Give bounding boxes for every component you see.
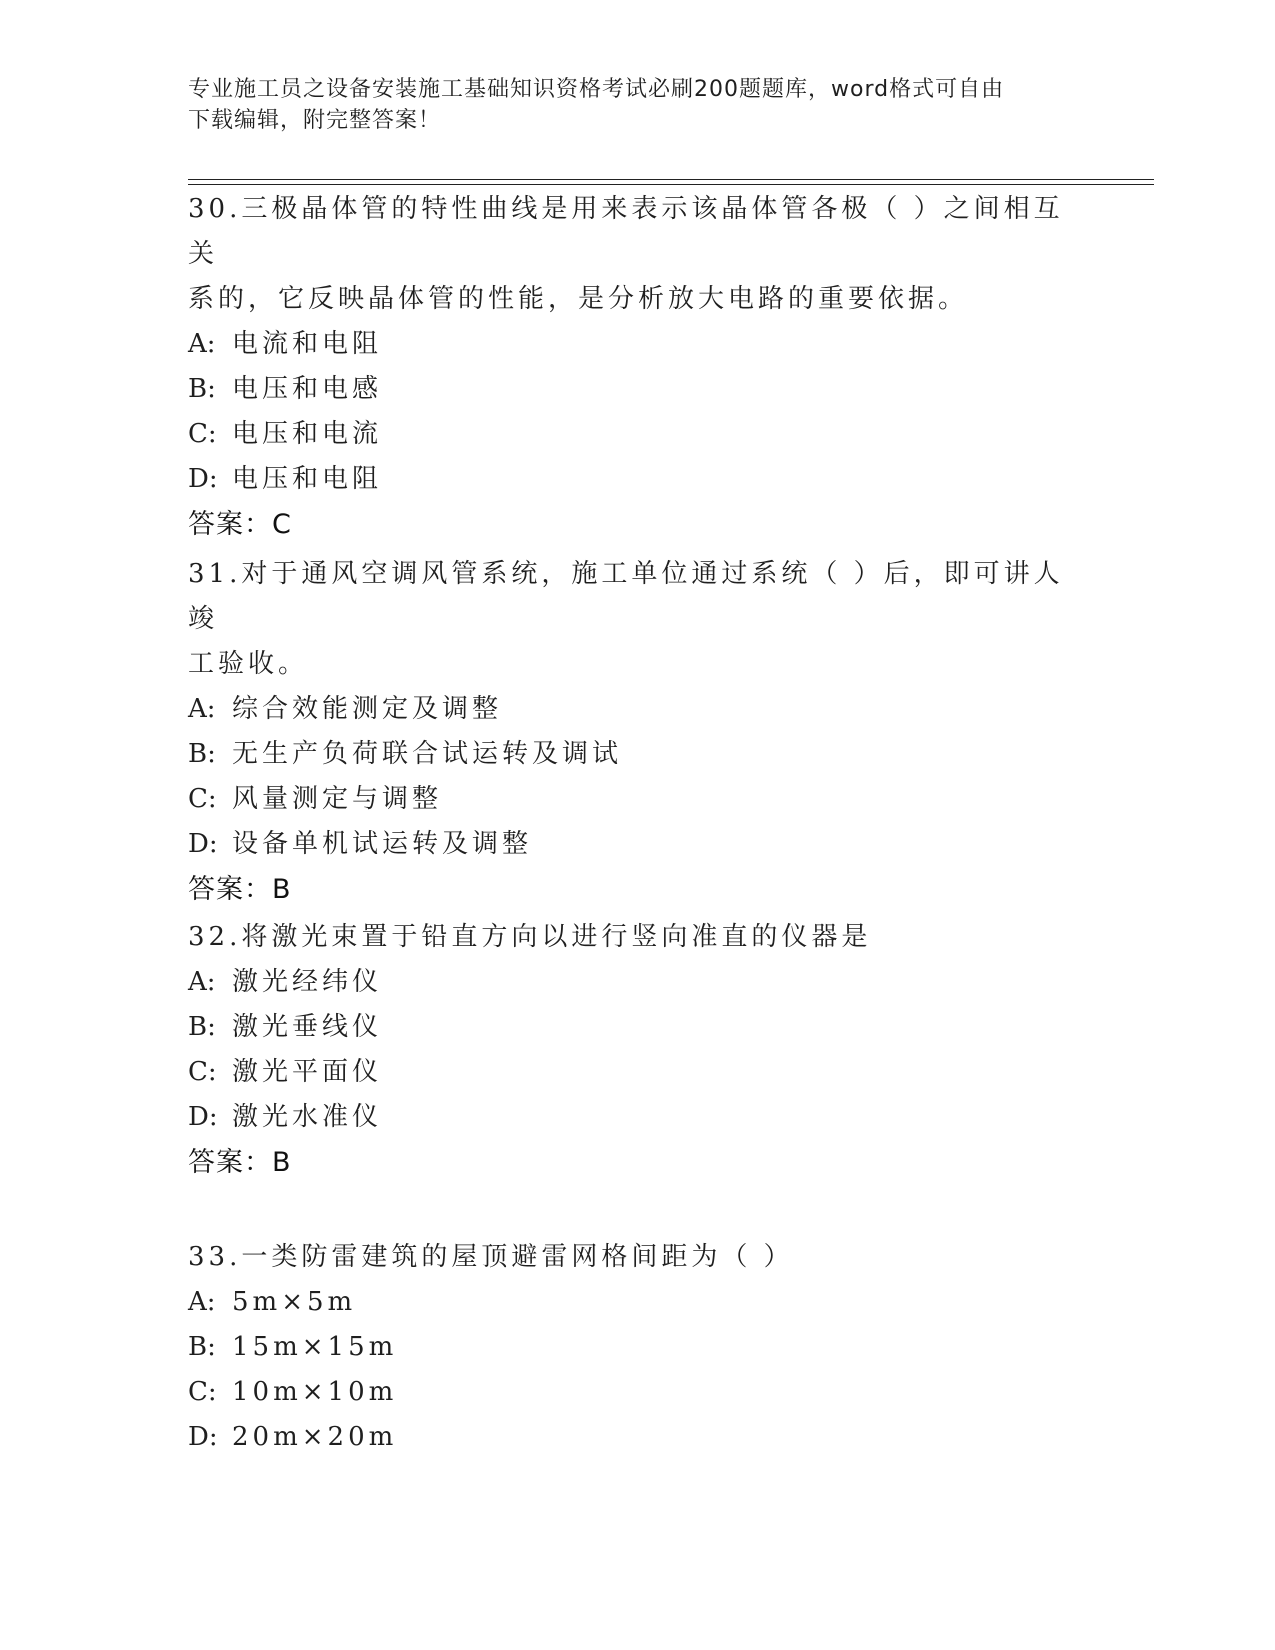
option-b [188, 367, 1088, 412]
option-a [188, 1280, 1088, 1325]
option-b [188, 732, 1088, 777]
option-text: 20m×20m [232, 1422, 398, 1452]
option-d [188, 1095, 1088, 1140]
option-text: 设备单机试运转及调整 [232, 829, 533, 859]
header-divider-top [188, 179, 1154, 180]
option-d [188, 1415, 1088, 1460]
question-stem-line: 33.一类防雷建筑的屋顶避雷网格间距为（ ） [188, 1242, 794, 1272]
option-letter: D: [188, 464, 218, 494]
option-text: 电压和电感 [232, 374, 383, 404]
option-letter: A: [188, 967, 216, 997]
question-32 [188, 915, 1088, 1185]
option-letter: B: [188, 739, 216, 769]
option-letter: B: [188, 374, 216, 404]
option-letter: C: [188, 1377, 217, 1407]
question-stem-line: 工验收。 [188, 649, 309, 679]
option-text: 激光平面仪 [232, 1057, 383, 1087]
option-letter: A: [188, 694, 216, 724]
option-letter: D: [188, 1422, 218, 1452]
option-d [188, 457, 1088, 502]
option-letter: C: [188, 1057, 217, 1087]
option-a [188, 960, 1088, 1005]
option-b [188, 1325, 1088, 1370]
option-text: 10m×10m [232, 1377, 398, 1407]
option-text: 5m×5m [232, 1287, 357, 1317]
option-c [188, 412, 1088, 457]
option-c [188, 1370, 1088, 1415]
option-letter: D: [188, 1102, 218, 1132]
option-letter: C: [188, 419, 217, 449]
option-text: 电流和电阻 [232, 329, 383, 359]
option-text: 风量测定与调整 [232, 784, 443, 814]
header-divider-bottom [188, 184, 1154, 185]
option-letter: B: [188, 1012, 216, 1042]
answer-label: 答案：C [188, 509, 292, 540]
question-stem-line: 32.将激光束置于铅直方向以进行竖向准直的仪器是 [188, 922, 872, 952]
answer-label: 答案：B [188, 874, 292, 905]
question-30 [188, 187, 1088, 547]
option-text: 15m×15m [232, 1332, 398, 1362]
option-letter: B: [188, 1332, 216, 1362]
option-text: 电压和电流 [232, 419, 383, 449]
option-text: 电压和电阻 [232, 464, 383, 494]
option-b [188, 1005, 1088, 1050]
option-text: 综合效能测定及调整 [232, 694, 503, 724]
question-33 [188, 1235, 1088, 1460]
option-text: 激光经纬仪 [232, 967, 383, 997]
question-31 [188, 552, 1088, 912]
option-letter: A: [188, 1287, 216, 1317]
option-text: 激光水准仪 [232, 1102, 383, 1132]
question-stem-line: 30.三极晶体管的特性曲线是用来表示该晶体管各极（ ）之间相互关 [188, 194, 1064, 269]
option-d [188, 822, 1088, 867]
answer-label: 答案：B [188, 1147, 292, 1178]
option-letter: C: [188, 784, 217, 814]
option-text: 无生产负荷联合试运转及调试 [232, 739, 623, 769]
option-c [188, 777, 1088, 822]
option-text: 激光垂线仪 [232, 1012, 383, 1042]
option-a [188, 687, 1088, 732]
header-line-1: 专业施工员之设备安装施工基础知识资格考试必刷200题题库，word格式可自由 [188, 77, 1005, 102]
option-a [188, 322, 1088, 367]
header-line-2: 下载编辑，附完整答案！ [188, 108, 442, 133]
option-letter: A: [188, 329, 216, 359]
option-c [188, 1050, 1088, 1095]
option-letter: D: [188, 829, 218, 859]
document-header [188, 74, 1068, 136]
question-stem-line: 系的，它反映晶体管的性能，是分析放大电路的重要依据。 [188, 284, 969, 314]
question-stem-line: 31.对于通风空调风管系统，施工单位通过系统（ ）后，即可讲人竣 [188, 559, 1064, 634]
